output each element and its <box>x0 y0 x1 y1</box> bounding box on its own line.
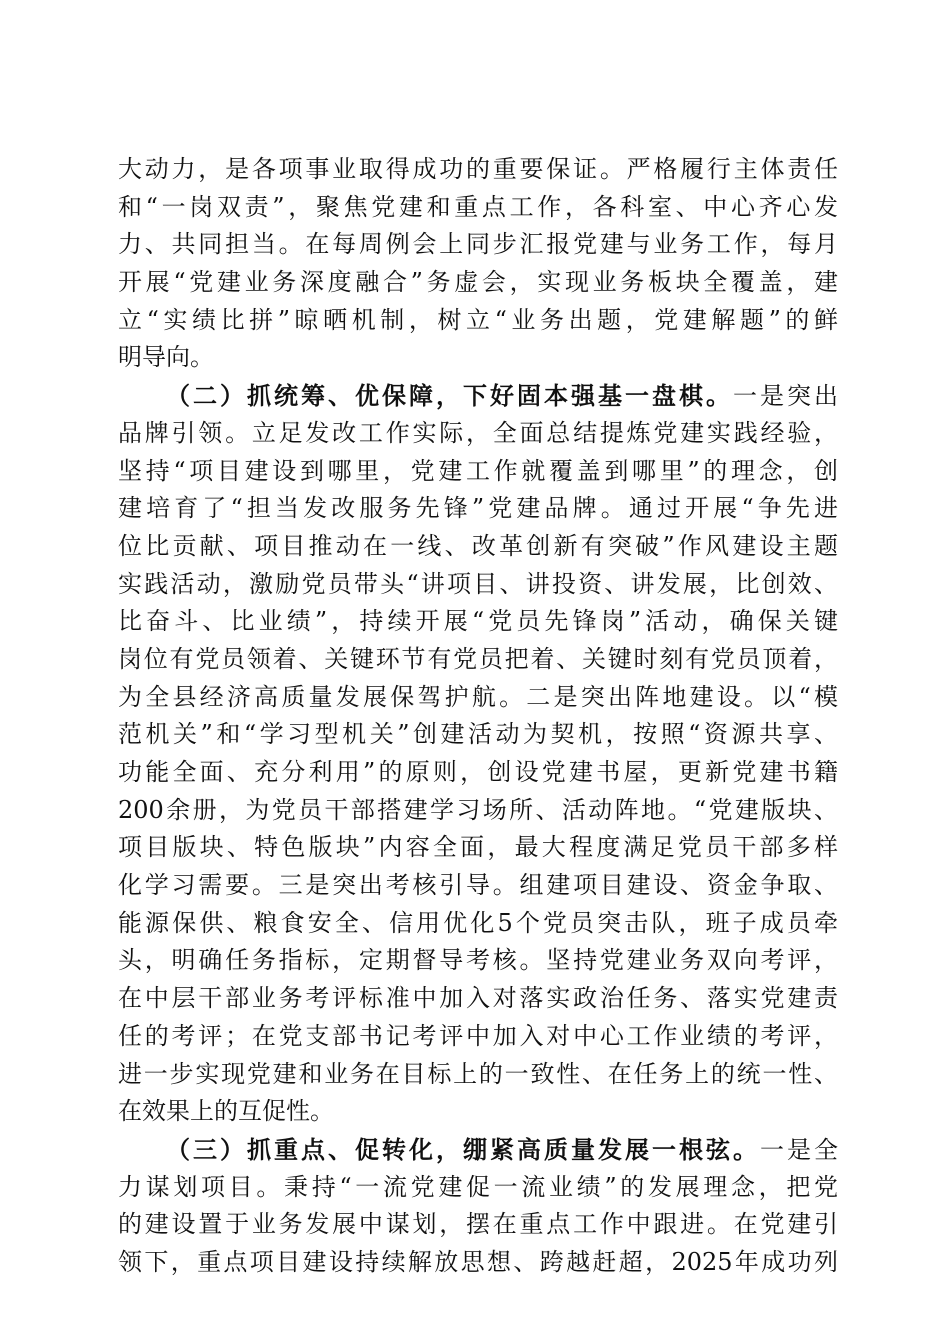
paragraph-2-line: 200余册，为党员干部搭建学习场所、活动阵地。“党建版块、 <box>118 795 838 824</box>
document-body <box>118 151 838 1282</box>
paragraph-2-first-line <box>118 377 838 415</box>
paragraph-2-line: 位比贡献、项目推动在一线、改革创新有突破”作风建设主题 <box>118 531 838 560</box>
paragraph-1-line: 开展“党建业务深度融合”务虚会，实现业务板块全覆盖，建 <box>118 268 838 297</box>
paragraph-2-line: 在中层干部业务考评标准中加入对落实政治任务、落实党建责 <box>118 984 838 1013</box>
paragraph-2-line: 项目版块、特色版块”内容全面，最大程度满足党员干部多样 <box>118 833 838 862</box>
paragraph-2-line: 岗位有党员领着、关键环节有党员把着、关键时刻有党员顶着， <box>118 644 838 673</box>
paragraph-1-line: 大动力，是各项事业取得成功的重要保证。严格履行主体责任 <box>118 155 838 183</box>
paragraph-3-line: 力谋划项目。秉持“一流党建促一流业绩”的发展理念，把党 <box>118 1172 838 1201</box>
paragraph-3-line: 的建设置于业务发展中谋划，摆在重点工作中跟进。在党建引 <box>118 1210 838 1239</box>
paragraph-2-line: 功能全面、充分利用”的原则，创设党建书屋，更新党建书籍 <box>118 758 838 786</box>
paragraph-2-line: 范机关”和“学习型机关”创建活动为契机，按照“资源共享、 <box>118 720 838 749</box>
paragraph-2-line: 进一步实现党建和业务在目标上的一致性、在任务上的统一性、 <box>118 1059 838 1088</box>
paragraph-2-line: 在效果上的互促性。 <box>118 1097 334 1126</box>
paragraph-2-line: 比奋斗、比业绩”，持续开展“党员先锋岗”活动，确保关键 <box>118 607 838 636</box>
section-3-heading: （三）抓重点、促转化，绷紧高质量发展一根弦。 <box>166 1134 760 1164</box>
paragraph-1-line: 和“一岗双责”，聚焦党建和重点工作，各科室、中心齐心发 <box>118 192 838 221</box>
paragraph-2-line: 实践活动，激励党员带头“讲项目、讲投资、讲发展，比创效、 <box>118 569 838 598</box>
paragraph-3-first-line-text: 一是全 <box>760 1135 838 1164</box>
paragraph-2-line: 坚持“项目建设到哪里，党建工作就覆盖到哪里”的理念，创 <box>118 456 838 485</box>
paragraph-1-line: 力、共同担当。在每周例会上同步汇报党建与业务工作，每月 <box>118 230 838 259</box>
paragraph-3-first-line <box>118 1131 838 1169</box>
paragraph-3-line: 领下，重点项目建设持续解放思想、跨越赶超，2025年成功列 <box>118 1247 838 1276</box>
paragraph-1-line: 立“实绩比拼”晾晒机制，树立“业务出题，党建解题”的鲜 <box>118 305 838 334</box>
paragraph-2-line: 任的考评；在党支部书记考评中加入对中心工作业绩的考评， <box>118 1021 838 1050</box>
paragraph-2-line: 头，明确任务指标，定期督导考核。坚持党建业务双向考评， <box>118 946 838 975</box>
section-2-heading: （二）抓统筹、优保障，下好固本强基一盘棋。 <box>166 381 733 411</box>
paragraph-2-first-line-text: 一是突出 <box>733 382 838 411</box>
paragraph-2-line: 建培育了“担当发改服务先锋”党建品牌。通过开展“争先进 <box>118 494 838 523</box>
paragraph-2-line: 为全县经济高质量发展保驾护航。二是突出阵地建设。以“模 <box>118 682 838 711</box>
paragraph-2-line: 化学习需要。三是突出考核引导。组建项目建设、资金争取、 <box>118 871 838 900</box>
paragraph-2-line: 品牌引领。立足发改工作实际，全面总结提炼党建实践经验， <box>118 418 838 447</box>
paragraph-2-line: 能源保供、粮食安全、信用优化5个党员突击队，班子成员牵 <box>118 908 838 937</box>
paragraph-1-line: 明导向。 <box>118 343 214 372</box>
